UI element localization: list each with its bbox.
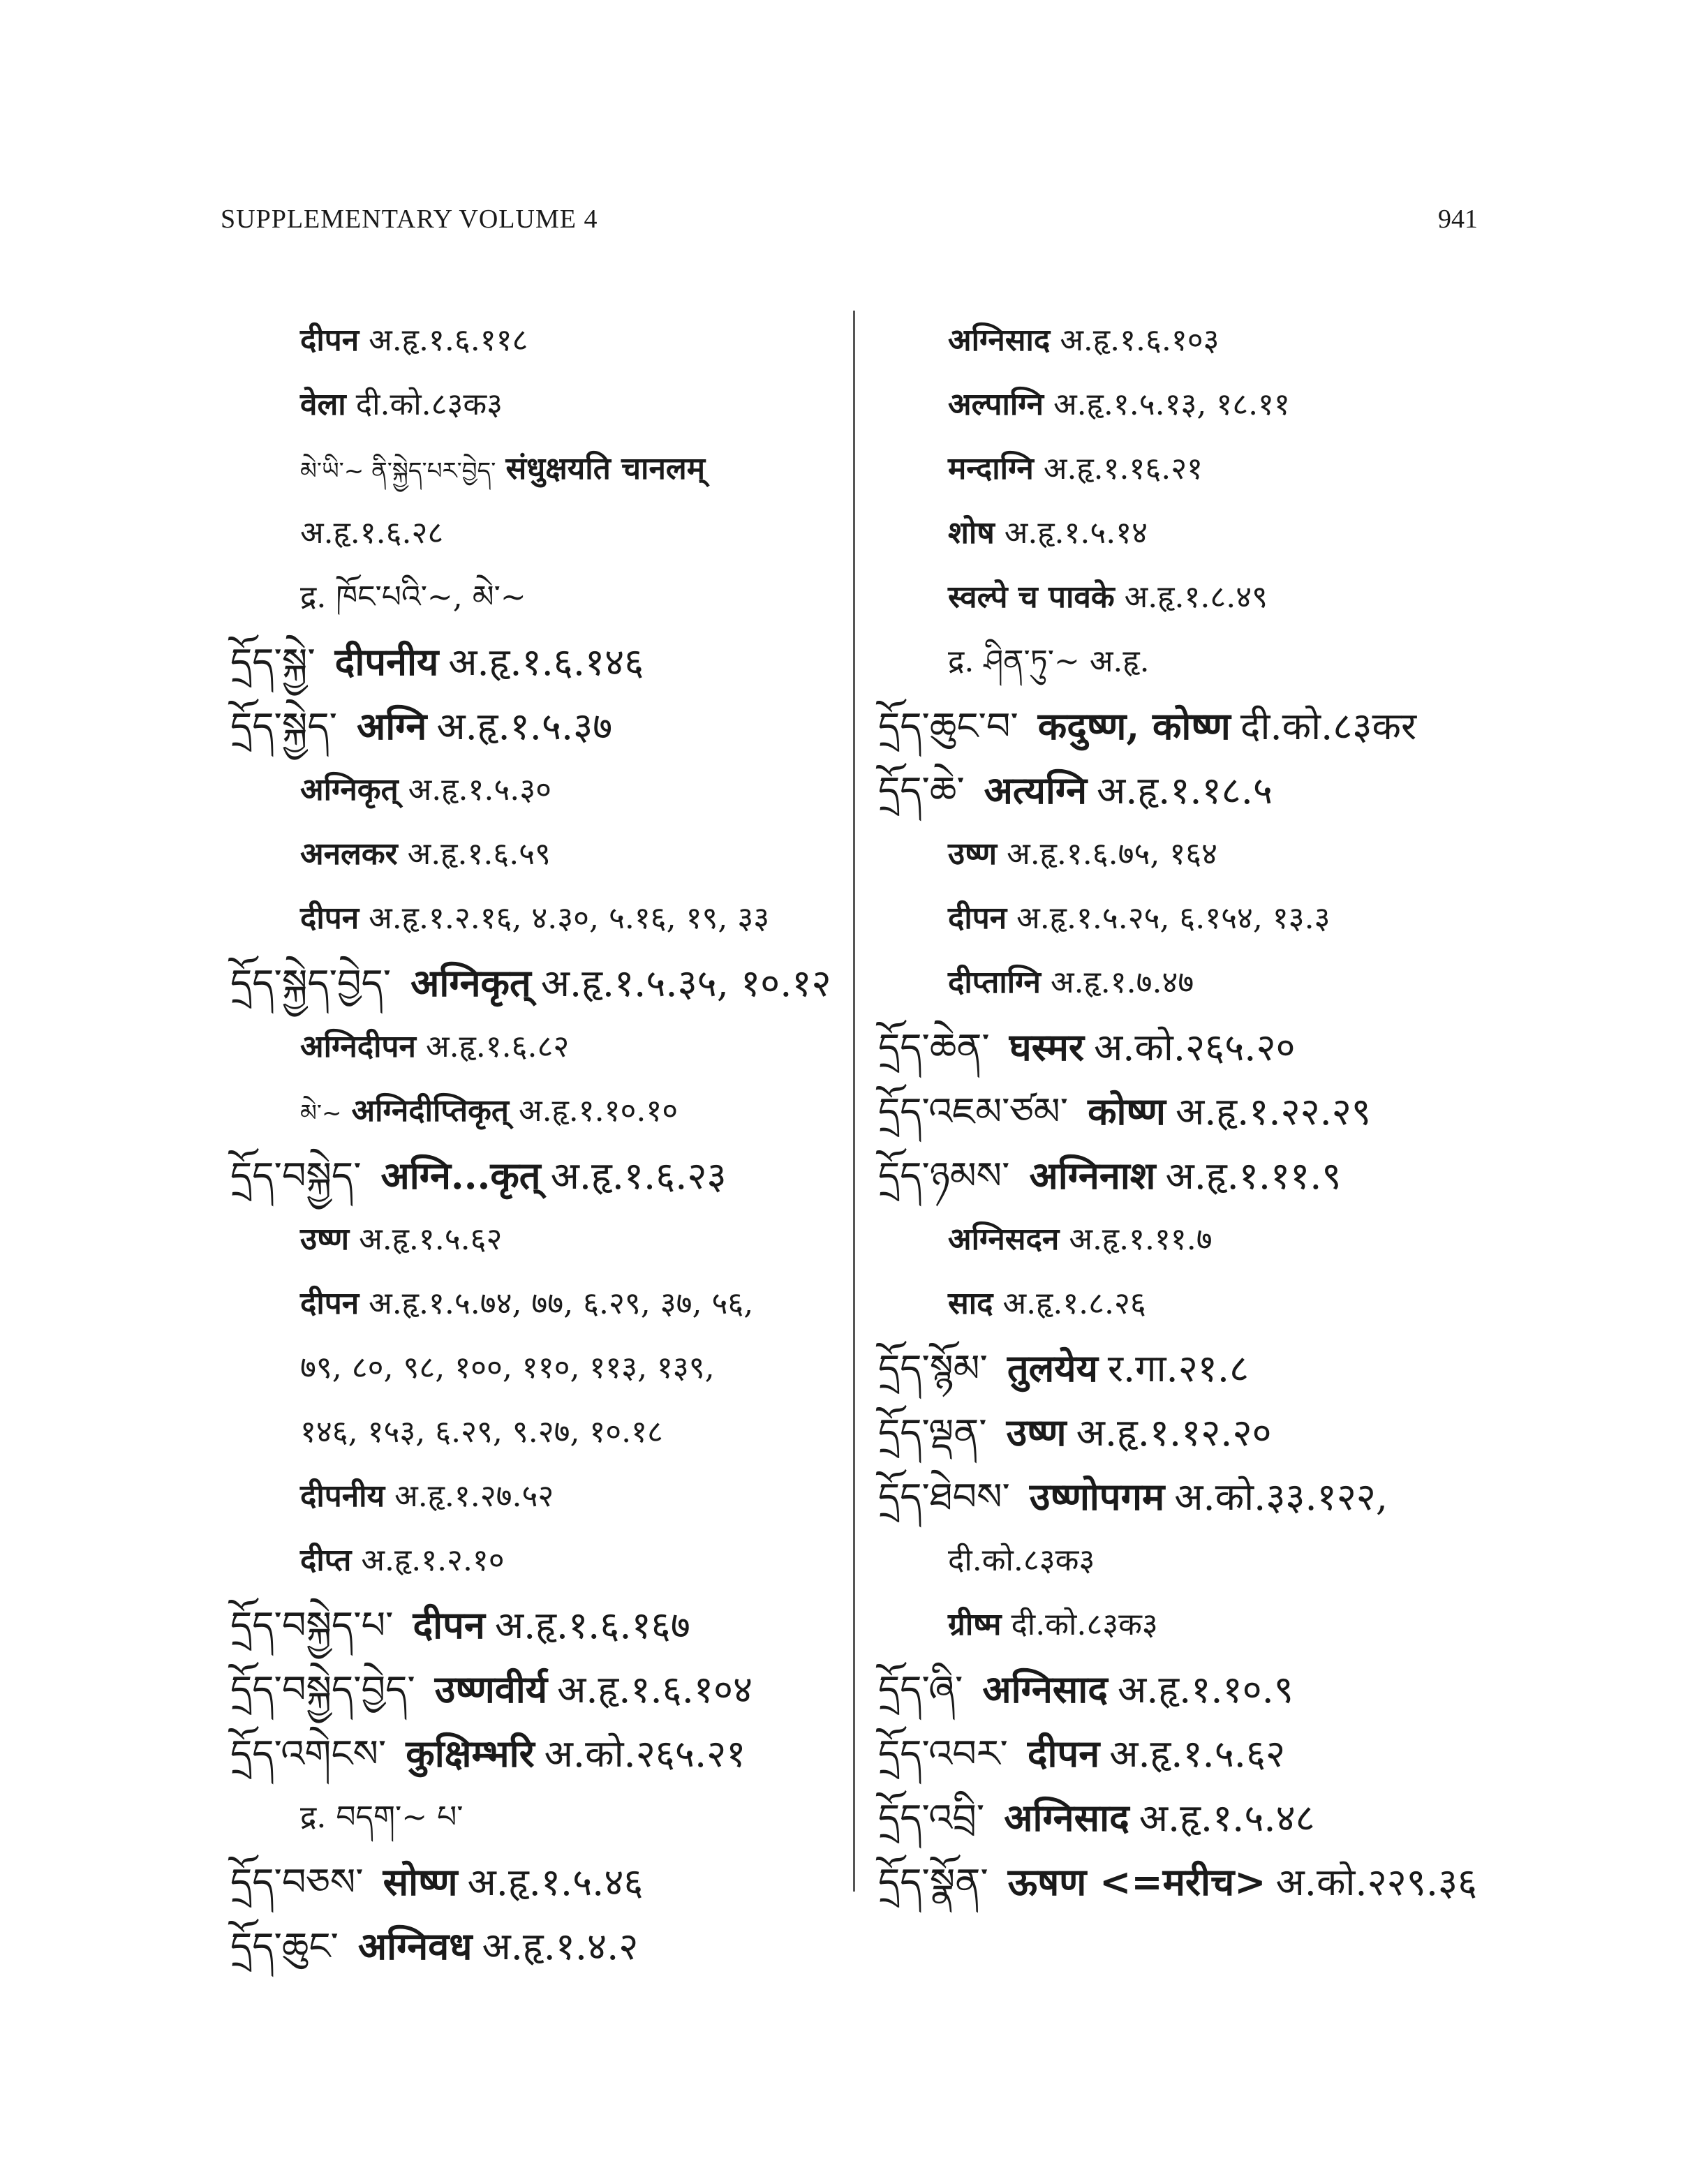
- entry-line: स्वल्पे च पावके अ.हृ.१.८.४९: [948, 579, 1268, 615]
- entry-line: दी.को.८३क३: [948, 1543, 1095, 1578]
- cross-reference: द्र. བདག་~ པ་: [300, 1799, 464, 1835]
- entry-line: अग्निदीपन अ.हृ.१.६.८२: [300, 1029, 570, 1064]
- page-number: 941: [1438, 205, 1478, 234]
- headword-entry: དྲོད་འཇམ་ཙམ་ कोष्ण अ.हृ.१.२२.२९: [878, 1089, 1371, 1134]
- headword-entry: དྲོད་འབར་ दीपन अ.हृ.१.५.६२: [878, 1731, 1286, 1776]
- headword-entry: དྲོད་སྣོན་ ऊषण <=मरीच> अ.को.२२९.३६: [878, 1859, 1478, 1904]
- entry-line: ग्रीष्म दी.को.८३क३: [948, 1607, 1158, 1642]
- entry-line: दीप्ताग्नि अ.हृ.१.७.४७: [948, 965, 1194, 1000]
- entry-line: दीपन अ.हृ.१.६.११८: [300, 322, 528, 358]
- column-divider: [853, 311, 855, 1892]
- entry-line: अग्निसदन अ.हृ.१.११.७: [948, 1221, 1213, 1257]
- headword-entry: དྲོད་ཐེབས་ उष्णोपगम अ.को.३३.१२२,: [878, 1474, 1388, 1519]
- entry-line: मन्दाग्नि अ.हृ.१.१६.२१: [948, 451, 1203, 486]
- cross-reference: द्र. ཤིན་ཏུ་~ अ.हृ.: [948, 644, 1150, 679]
- entry-line: उष्ण अ.हृ.१.६.७५, १६४: [948, 836, 1217, 872]
- headword-entry: དྲོད་ཆུང་བ་ कदुष्ण, कोष्ण दी.को.८३कर: [878, 704, 1417, 748]
- headword-entry: དྲོད་འགེངས་ कुक्षिम्भरि अ.को.२६५.२१: [230, 1731, 746, 1776]
- entry-line: दीप्त अ.हृ.१.२.१०: [300, 1543, 505, 1578]
- entry-line: ७९, ८०, ९८, १००, ११०, ११३, १३९,: [300, 1350, 715, 1386]
- entry-line: शोष अ.हृ.१.५.१४: [948, 515, 1148, 551]
- entry-line: अल्पाग्नि अ.हृ.१.५.१३, १८.११: [948, 387, 1290, 422]
- headword-entry: དྲོད་ཞི་ अग्निसाद अ.हृ.१.१०.९: [878, 1667, 1294, 1711]
- entry-line: दीपन अ.हृ.१.२.१६, ४.३०, ५.१६, १९, ३३: [300, 900, 770, 936]
- headword-entry: དྲོད་ཆུང་ अग्निवध अ.हृ.१.४.२: [230, 1924, 639, 1968]
- entry-line: दीपन अ.हृ.१.५.२५, ६.१५४, १३.३: [948, 900, 1330, 936]
- entry-line: दीपन अ.हृ.१.५.७४, ७७, ६.२९, ३७, ५६,: [300, 1286, 754, 1321]
- headword-entry: དྲོད་བཅས་ सोष्ण अ.हृ.१.५.४६: [230, 1859, 644, 1904]
- headword-entry: དྲོད་བསྐྱེད་ अग्नि...कृत् अ.हृ.१.६.२३: [230, 1153, 727, 1198]
- headword-entry: དྲོད་འབྲི་ अग्निसाद अ.हृ.१.५.४८: [878, 1795, 1315, 1840]
- cross-reference: द्र. ཁོང་པའི་~, མེ་~: [300, 579, 526, 615]
- entry-line: अनलकर अ.हृ.१.६.५९: [300, 836, 551, 872]
- headword-entry: དྲོད་སྐྱེ་ दीपनीय अ.हृ.१.६.१४६: [230, 639, 644, 684]
- headword-entry: དྲོད་བསྐྱེད་བྱེད་ उष्णवीर्य अ.हृ.१.६.१०४: [230, 1667, 753, 1711]
- entry-line: वेला दी.को.८३क३: [300, 387, 503, 422]
- entry-line: अग्निकृत् अ.हृ.१.५.३०: [300, 772, 551, 808]
- entry-line: दीपनीय अ.हृ.१.२७.५२: [300, 1478, 554, 1514]
- headword-entry: དྲོད་ཆེ་ अत्यग्नि अ.हृ.१.१८.५: [878, 768, 1273, 812]
- entry-line: མེ་~ अग्निदीप्तिकृत् अ.हृ.१.१०.१०: [300, 1093, 679, 1129]
- headword-entry: དྲོད་སྐྱེད་བྱེད་ अग्निकृत् अ.हृ.१.५.३५, १०.१२: [230, 960, 831, 1005]
- entry-line: अग्निसाद अ.हृ.१.६.१०३: [948, 322, 1220, 358]
- headword-entry: དྲོད་བསྐྱེད་པ་ दीपन अ.हृ.१.६.१६७: [230, 1603, 690, 1647]
- entry-line: १४६, १५३, ६.२९, ९.२७, १०.१८: [300, 1414, 663, 1450]
- headword-entry: དྲོད་སྐྱེད་ अग्नि अ.हृ.१.५.३७: [230, 704, 613, 748]
- running-head: SUPPLEMENTARY VOLUME 4: [221, 205, 598, 234]
- headword-entry: དྲོད་སྙོམ་ तुलयेय र.गा.२१.८: [878, 1346, 1250, 1390]
- headword-entry: དྲོད་ཉམས་ अग्निनाश अ.हृ.१.११.९: [878, 1153, 1342, 1198]
- entry-line: अ.हृ.१.६.२८: [300, 515, 444, 551]
- entry-line: साद अ.हृ.१.८.२६: [948, 1286, 1146, 1321]
- headword-entry: དྲོད་ལྡན་ उष्ण अ.हृ.१.१२.२०: [878, 1410, 1272, 1455]
- headword-entry: དྲོད་ཆེན་ घस्मर अ.को.२६५.२०: [878, 1025, 1296, 1069]
- entry-line: མེ་ཡི་~ ནི་སྐྱེད་པར་བྱེད་ संधुक्षयति चानलम्: [300, 451, 706, 486]
- entry-line: उष्ण अ.हृ.१.५.६२: [300, 1221, 503, 1257]
